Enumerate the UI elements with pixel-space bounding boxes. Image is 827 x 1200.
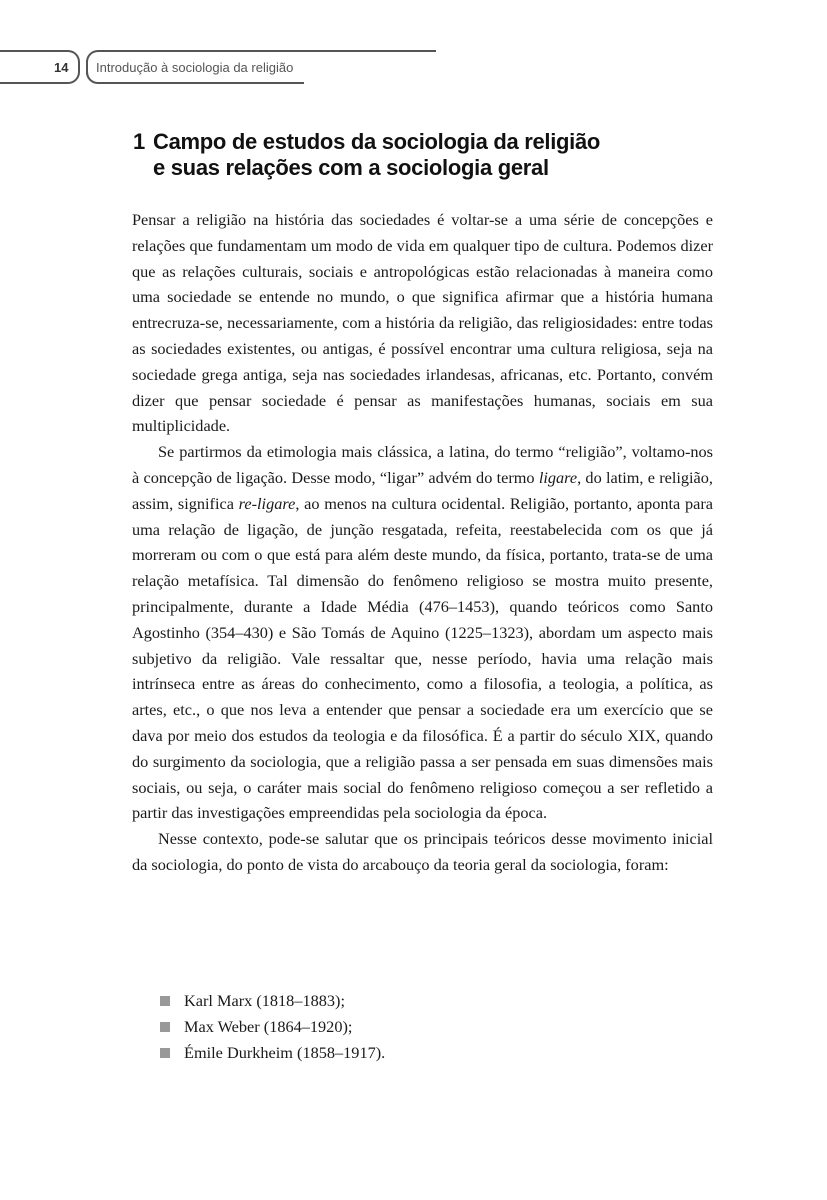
body-text [132, 207, 713, 878]
list-item [160, 1014, 385, 1040]
list-item-text: Émile Durkheim (1858–1917). [184, 1042, 386, 1062]
page-number: 14 [54, 60, 69, 75]
latin-term-ligare: ligare [538, 467, 578, 487]
paragraph-2-part2: , do latim, e religião, assim, significa [132, 467, 713, 513]
paragraph-2 [132, 439, 713, 826]
running-title-underline [98, 82, 304, 85]
list-item [160, 1040, 385, 1066]
paragraph-1: Pensar a religião na história das sociedades é voltar-se a uma série de concepções e relações que fundamentam um modo de vida em qualquer tipo de cultura. Podemos dizer que as relações culturais, sociais e antropológicas estão relacionadas à maneira como uma sociedade se entende no mundo, o que significa afirmar que a história humana entrecruza-se, necessariamente, com a história da religião, das religiosidades: entre todas as sociedades existentes, ou antigas, é possível encontrar uma cultura religiosa, seja na sociedade grega antiga, seja nas sociedades irlandesas, africanas, etc. Portanto, convém dizer que pensar sociedade é pensar as manifestações humanas, sociais em sua multiplicidade. [132, 210, 713, 436]
section-title-line2: e suas relações com a sociologia geral [153, 155, 549, 180]
square-bullet-icon [160, 1048, 170, 1058]
section-title-line1: Campo de estudos da sociologia da religião [153, 129, 601, 154]
paragraph-3: Nesse contexto, pode-se salutar que os principais teóricos desse movimento inicial da sociologia, do ponto de vista do arcabouço da teoria geral da sociologia, foram: [132, 829, 713, 874]
list-item-text: Karl Marx (1818–1883); [184, 991, 345, 1010]
latin-term-religare: re-ligare [238, 493, 296, 513]
list-item-text: Max Weber (1864–1920); [184, 1016, 353, 1036]
paragraph-2-part3: , ao menos na cultura ocidental. Religião, portanto, aponta para uma relação de ligação, de junção resgatada, refeita, reestabelecida com os que já morreram ou com o que está para além deste mundo, da física, portanto, trata-se de uma relação metafísica. Tal dimensão do fenômeno religioso se mostra muito presente, principalmente, durante a Idade Média (476–1453), quando teóricos como Santo Agostinho (354–430) e São Tomás de Aquino (1225–1323), abordam um aspecto mais subjetivo da religião. Vale ressaltar que, nesse período, havia uma relação mais intrínseca entre as áreas do conhecimento, como a filosofia, a teologia, a política, as artes, etc., o que nos leva a entender que pensar a sociedade era um exercício que se dava por meio dos estudos da teologia e da filosófica. É a partir do século XIX, quando do surgimento da sociologia, que a religião passa a ser pensada em suas dimensões mais sociais, ou seja, o caráter mais social do fenômeno religioso começou a ser refletido a partir das investigações empreendidas pela sociologia da época. [132, 493, 713, 823]
square-bullet-icon [160, 996, 170, 1006]
running-title: Introdução à sociologia da religião [96, 60, 294, 75]
paragraph-2-part1: Se partirmos da etimologia mais clássica, a latina, do termo “religião”, voltamo-nos à concepção de ligação. Desse modo, “ligar” advém do termo [132, 442, 713, 487]
list-item [160, 988, 385, 1014]
theorists-list [160, 988, 385, 1065]
section-heading [133, 129, 600, 181]
square-bullet-icon [160, 1022, 170, 1032]
section-number: 1 [133, 129, 145, 154]
